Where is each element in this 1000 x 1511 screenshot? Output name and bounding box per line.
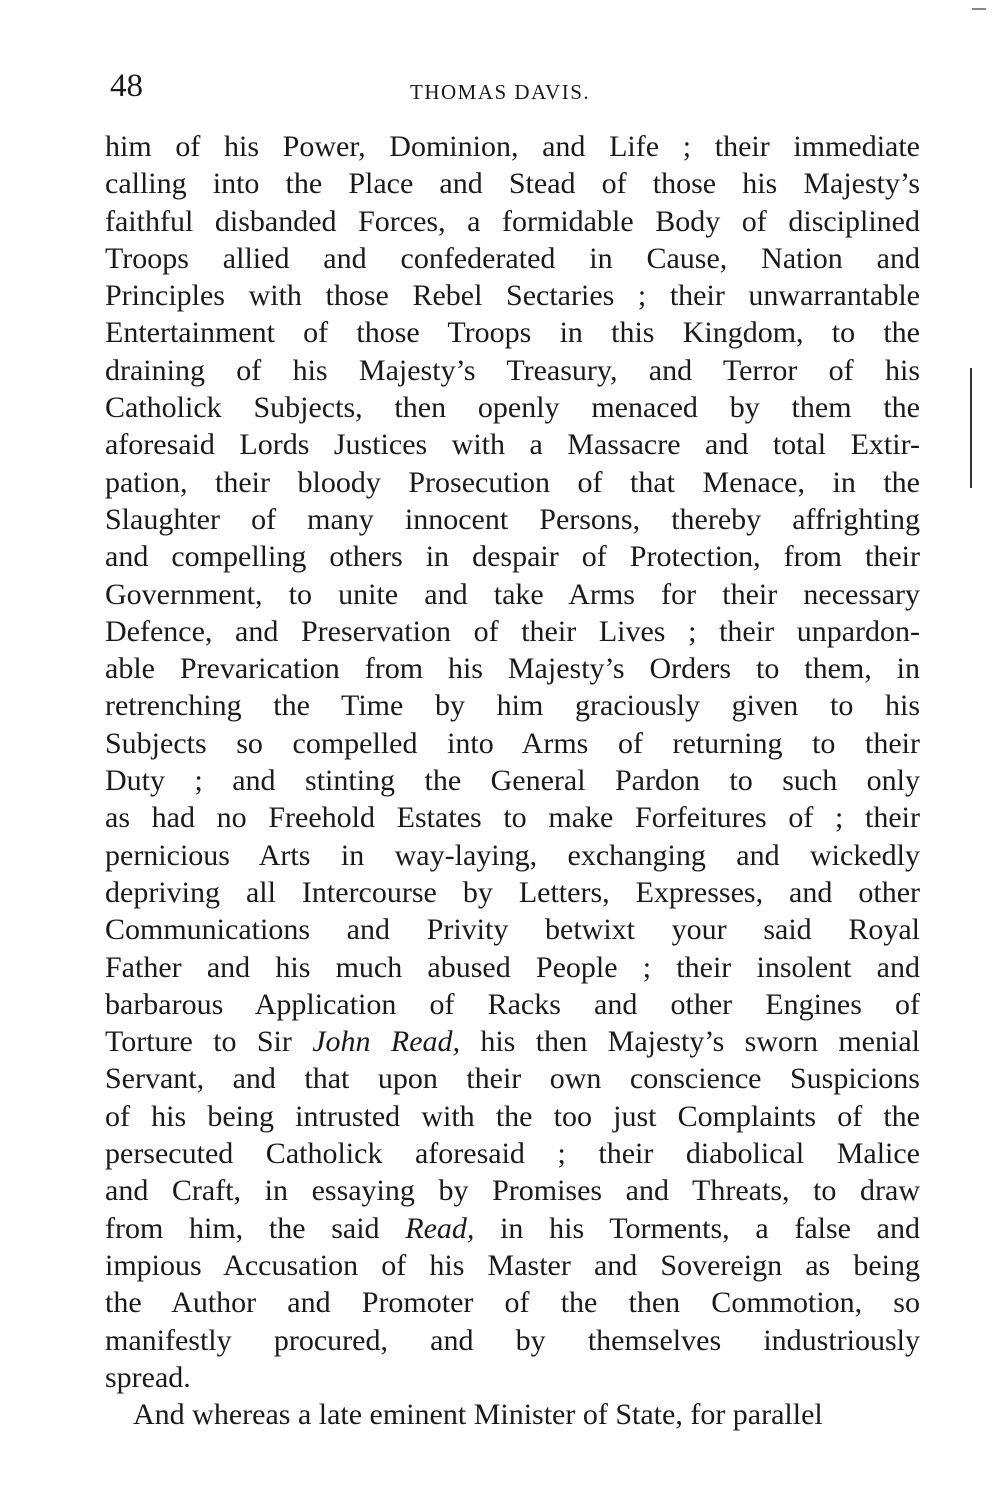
text-line: and compelling others in despair of Protection, from their xyxy=(105,540,920,574)
text-line: manifestly procured, and by themselves industriously xyxy=(105,1323,920,1357)
text-line: Servant, and that upon their own conscience Suspicions xyxy=(105,1062,920,1096)
text-line: calling into the Place and Stead of those his Majesty’s xyxy=(105,167,920,201)
text-line: him of his Power, Dominion, and Life ; their immediate xyxy=(105,130,920,163)
text-line: Subjects so compelled into Arms of returning to their xyxy=(105,726,920,760)
text-line: barbarous Application of Racks and other Engines of xyxy=(105,987,920,1021)
text-line: impious Accusation of his Master and Sovereign as being xyxy=(105,1248,920,1282)
text-line: Principles with those Rebel Sectaries ; their unwarrantable xyxy=(105,279,920,313)
text-fragment: Torture to Sir xyxy=(105,1025,313,1059)
margin-rule xyxy=(970,368,972,488)
text-line: Catholick Subjects, then openly menaced by them the xyxy=(105,391,920,425)
text-line: and Craft, in essaying by Promises and Threats, to draw xyxy=(105,1174,920,1208)
text-line: Government, to unite and take Arms for their necessary xyxy=(105,577,920,611)
text-line xyxy=(105,1210,920,1247)
text-line: Communications and Privity betwixt your said Royal xyxy=(105,913,920,947)
text-line: retrenching the Time by him graciously given to his xyxy=(105,689,920,723)
text-line: as had no Freehold Estates to make Forfeitures of ; their xyxy=(105,801,920,835)
page-number: 48 xyxy=(110,68,143,104)
italic-name: John Read, xyxy=(312,1025,461,1059)
paragraph-end-line: spread. xyxy=(105,1360,191,1394)
text-fragment: in his Torments, a false and xyxy=(474,1211,920,1245)
text-line: Entertainment of those Troops in this Kingdom, to the xyxy=(105,316,920,350)
text-line: Duty ; and stinting the General Pardon to such only xyxy=(105,764,920,798)
paragraph-start-line: And whereas a late eminent Minister of State, for parallel xyxy=(133,1398,823,1432)
text-line: aforesaid Lords Justices with a Massacre and total Extir- xyxy=(105,428,920,462)
text-line: Slaughter of many innocent Persons, thereby affrighting xyxy=(105,502,920,536)
text-line: pation, their bloody Prosecution of that Menace, in the xyxy=(105,465,920,499)
text-line xyxy=(105,1023,920,1060)
text-line: depriving all Intercourse by Letters, Expresses, and other xyxy=(105,875,920,909)
body-text xyxy=(105,128,920,1433)
text-fragment: his then Majesty’s sworn menial xyxy=(460,1025,920,1059)
text-line: the Author and Promoter of the then Commotion, so xyxy=(105,1286,920,1320)
italic-name: Read, xyxy=(405,1211,475,1245)
text-line: Defence, and Preservation of their Lives ; their unpardon- xyxy=(105,614,920,648)
text-line: faithful disbanded Forces, a formidable Body of disciplined xyxy=(105,204,920,238)
text-line: draining of his Majesty’s Treasury, and Terror of his xyxy=(105,353,920,387)
page-header xyxy=(110,66,920,106)
text-fragment: from him, the said xyxy=(105,1211,406,1245)
scan-mark xyxy=(972,8,986,10)
text-line: Father and his much abused People ; their insolent and xyxy=(105,950,920,984)
text-line: Troops allied and confederated in Cause, Nation and xyxy=(105,241,920,275)
text-line: able Prevarication from his Majesty’s Orders to them, in xyxy=(105,652,920,686)
text-line: pernicious Arts in way-laying, exchanging and wickedly xyxy=(105,838,920,872)
text-line: of his being intrusted with the too just Complaints of the xyxy=(105,1099,920,1133)
text-line: persecuted Catholick aforesaid ; their diabolical Malice xyxy=(105,1137,920,1171)
running-head: THOMAS DAVIS. xyxy=(410,80,591,104)
